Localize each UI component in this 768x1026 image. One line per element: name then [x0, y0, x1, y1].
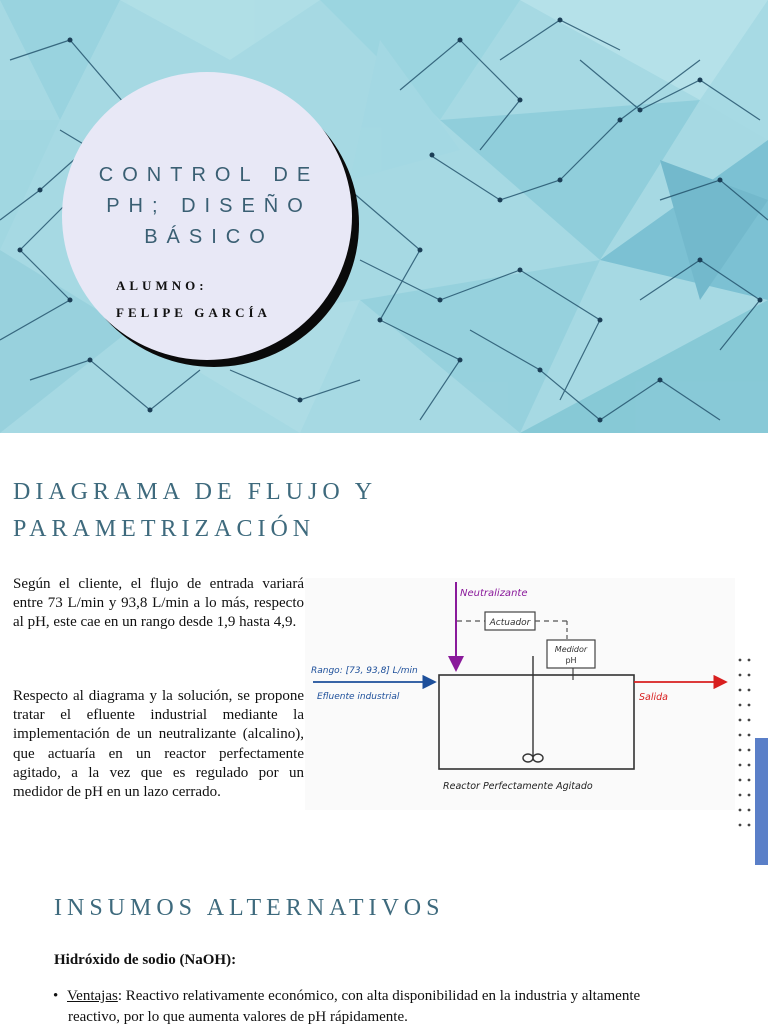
actuator-label: Actuador	[489, 618, 531, 628]
subheading-naoh: Hidróxido de sodio (NaOH):	[54, 952, 237, 968]
paragraph-flow-range: Según el cliente, el flujo de entrada variará entre 73 L/min y 93,8 L/min a lo más, respecto al pH, este cae en un rango desde 1,9 hasta 4,9.	[13, 576, 304, 631]
agitator-blade	[523, 754, 533, 762]
paragraph-solution: Respecto al diagrama y la solución, se propone tratar el efluente industrial mediante la implementación de un neutralizante (alcalino), que actuaría en un reactor perfectamente agitado, a la vez que es regulado por un medidor de pH en un lazo cerrado.	[13, 688, 304, 801]
student-info	[116, 272, 271, 326]
meter-label-ph: pH	[565, 656, 577, 665]
meter-label: Medidor	[554, 645, 588, 654]
bullet-continuation: reactivo, por lo que aumenta valores de pH rápidamente.	[68, 1009, 408, 1025]
list-item	[53, 985, 743, 1007]
title-line: PH; DISEÑO	[106, 195, 312, 217]
title-line: CONTROL DE	[98, 164, 320, 186]
reactor-tank	[439, 675, 634, 769]
student-label: ALUMNO:	[116, 278, 208, 293]
decorative-accent-bar	[755, 738, 768, 865]
section-heading-flow-diagram: DIAGRAMA DE FLUJO Y PARAMETRIZACIÓN	[13, 479, 378, 542]
process-flow-diagram	[305, 578, 735, 810]
decorative-dots	[735, 655, 757, 840]
reactor-label: Reactor Perfectamente Agitado	[443, 781, 593, 792]
document-title	[78, 160, 340, 253]
effluent-label: Efluente industrial	[317, 692, 400, 702]
range-label: Rango: [73, 93,8] L/min	[311, 666, 418, 676]
student-name: FELIPE GARCÍA	[116, 305, 271, 320]
cover-banner	[0, 0, 768, 433]
output-label: Salida	[639, 692, 668, 703]
bullet-text: : Reactivo relativamente económico, con alta disponibilidad en la industria y altamente	[117, 988, 641, 1004]
bullet-term: Ventajas	[67, 988, 118, 1004]
title-line: BÁSICO	[144, 226, 274, 248]
neutralizer-label: Neutralizante	[460, 588, 528, 599]
bullet-icon: •	[53, 988, 59, 1004]
section-heading-alternatives: INSUMOS ALTERNATIVOS	[54, 895, 445, 921]
